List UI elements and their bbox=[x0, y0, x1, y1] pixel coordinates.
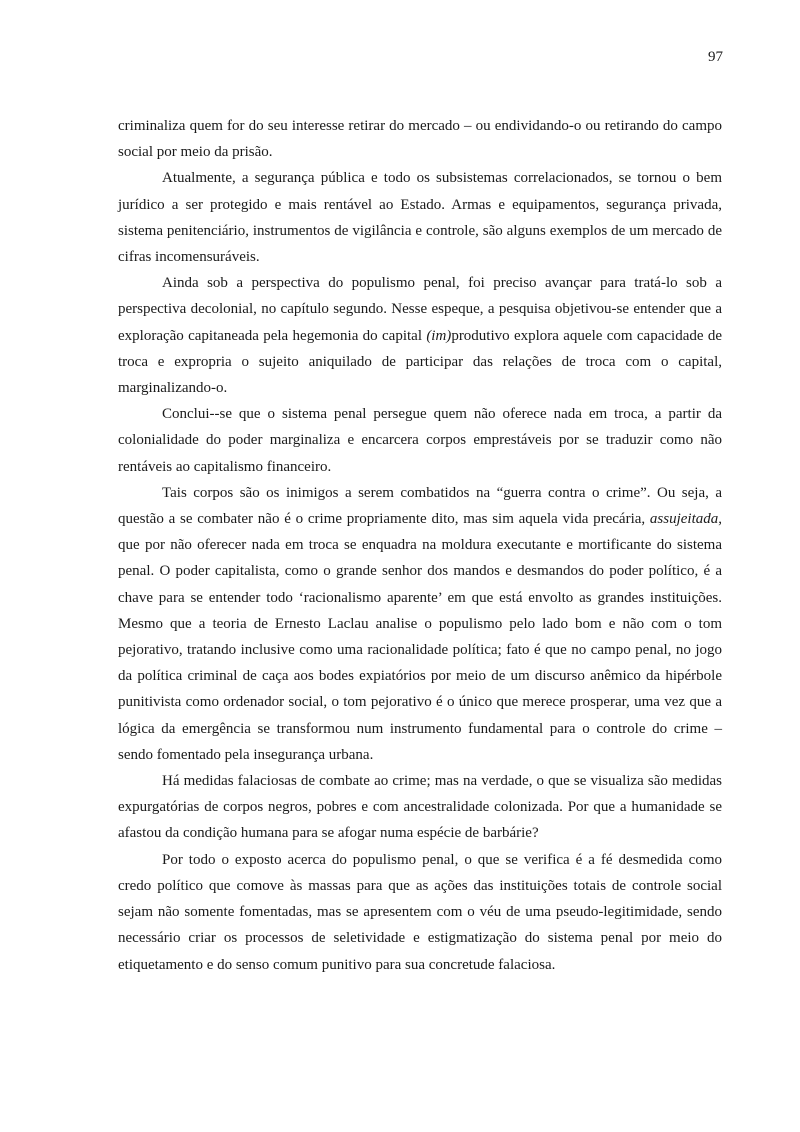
text-run: Há medidas falaciosas de combate ao crime; mas na verdade, o que se visualiza são medidas expurgatórias de corpos negros, pobres e com ancestralidade colonizada. Por que a humanidade se afastou da condição humana para se afogar numa espécie de barbárie? bbox=[118, 773, 722, 842]
paragraph bbox=[118, 768, 722, 847]
text-run: , que por não oferecer nada em troca se enquadra na moldura executante e mortificante do sistema penal. O poder capitalista, como o grande senhor dos mandos e desmandos do poder político, é a chave para se entender todo ‘racionalismo aparente’ em que está envolto as grandes instituições. Mesmo que a teoria de Ernesto Laclau analise o populismo pelo lado bom e não com o tom pejorativo, tratando inclusive como uma racionalidade política; fato é que no campo penal, no jogo da política criminal de caça aos bodes expiatórios por meio de um discurso anêmico da hipérbole punitivista como ordenador social, o tom pejorativo é o único que merece prosperar, uma vez que a lógica da emergência se transformou num instrumento fundamental para o controle do crime – sendo fomentado pela insegurança urbana. bbox=[118, 511, 722, 763]
page-number: 97 bbox=[708, 49, 723, 65]
paragraph bbox=[118, 480, 722, 768]
text-run: criminaliza quem for do seu interesse retirar do mercado – ou endividando-o ou retirando do campo social por meio da prisão. bbox=[118, 118, 722, 161]
text-run: Tais corpos são os inimigos a serem combatidos na “guerra contra o crime”. Ou seja, a questão a se combater não é o crime propriamente dito, mas sim aquela vida precária, bbox=[118, 484, 722, 528]
paragraph bbox=[118, 113, 722, 165]
text-run: Por todo o exposto acerca do populismo penal, o que se verifica é a fé desmedida como credo político que comove às massas para que as ações das instituições totais de controle social sejam não somente fomentadas, mas se apresentem com o véu de uma pseudo-legitimidade, sendo necessário criar os processos de seletividade e estigmatização do sistema penal por meio do etiquetamento e do senso comum punitivo para sua concretude falaciosa. bbox=[118, 851, 722, 973]
body-text bbox=[118, 113, 722, 978]
italic-text-run: assujeitada bbox=[649, 511, 719, 528]
paragraph bbox=[118, 165, 722, 270]
text-run: Ainda sob a perspectiva do populismo penal, foi preciso avançar para tratá-lo sob a perspectiva decolonial, no capítulo segundo. Nesse espeque, a pesquisa objetivou-se entender que a exploração capitaneada pela hegemonia do capital bbox=[118, 275, 722, 344]
paragraph bbox=[118, 270, 722, 401]
text-run: produtivo explora aquele com capacidade de troca e expropria o sujeito aniquilado de participar das relações de troca com o capital, marginalizando-o. bbox=[118, 327, 722, 397]
paragraph bbox=[118, 847, 722, 978]
paragraph bbox=[118, 401, 722, 480]
italic-text-run: (im) bbox=[426, 327, 452, 344]
text-run: Conclui--se que o sistema penal persegue quem não oferece nada em troca, a partir da colonialidade do poder marginaliza e encarcera corpos emprestáveis por se traduzir como não rentáveis ao capitalismo financeiro. bbox=[118, 406, 722, 475]
text-run: Atualmente, a segurança pública e todo os subsistemas correlacionados, se tornou o bem jurídico a ser protegido e mais rentável ao Estado. Armas e equipamentos, segurança privada, sistema penitenciário, instrumentos de vigilância e controle, são alguns exemplos de um mercado de cifras incomensuráveis. bbox=[118, 170, 722, 266]
